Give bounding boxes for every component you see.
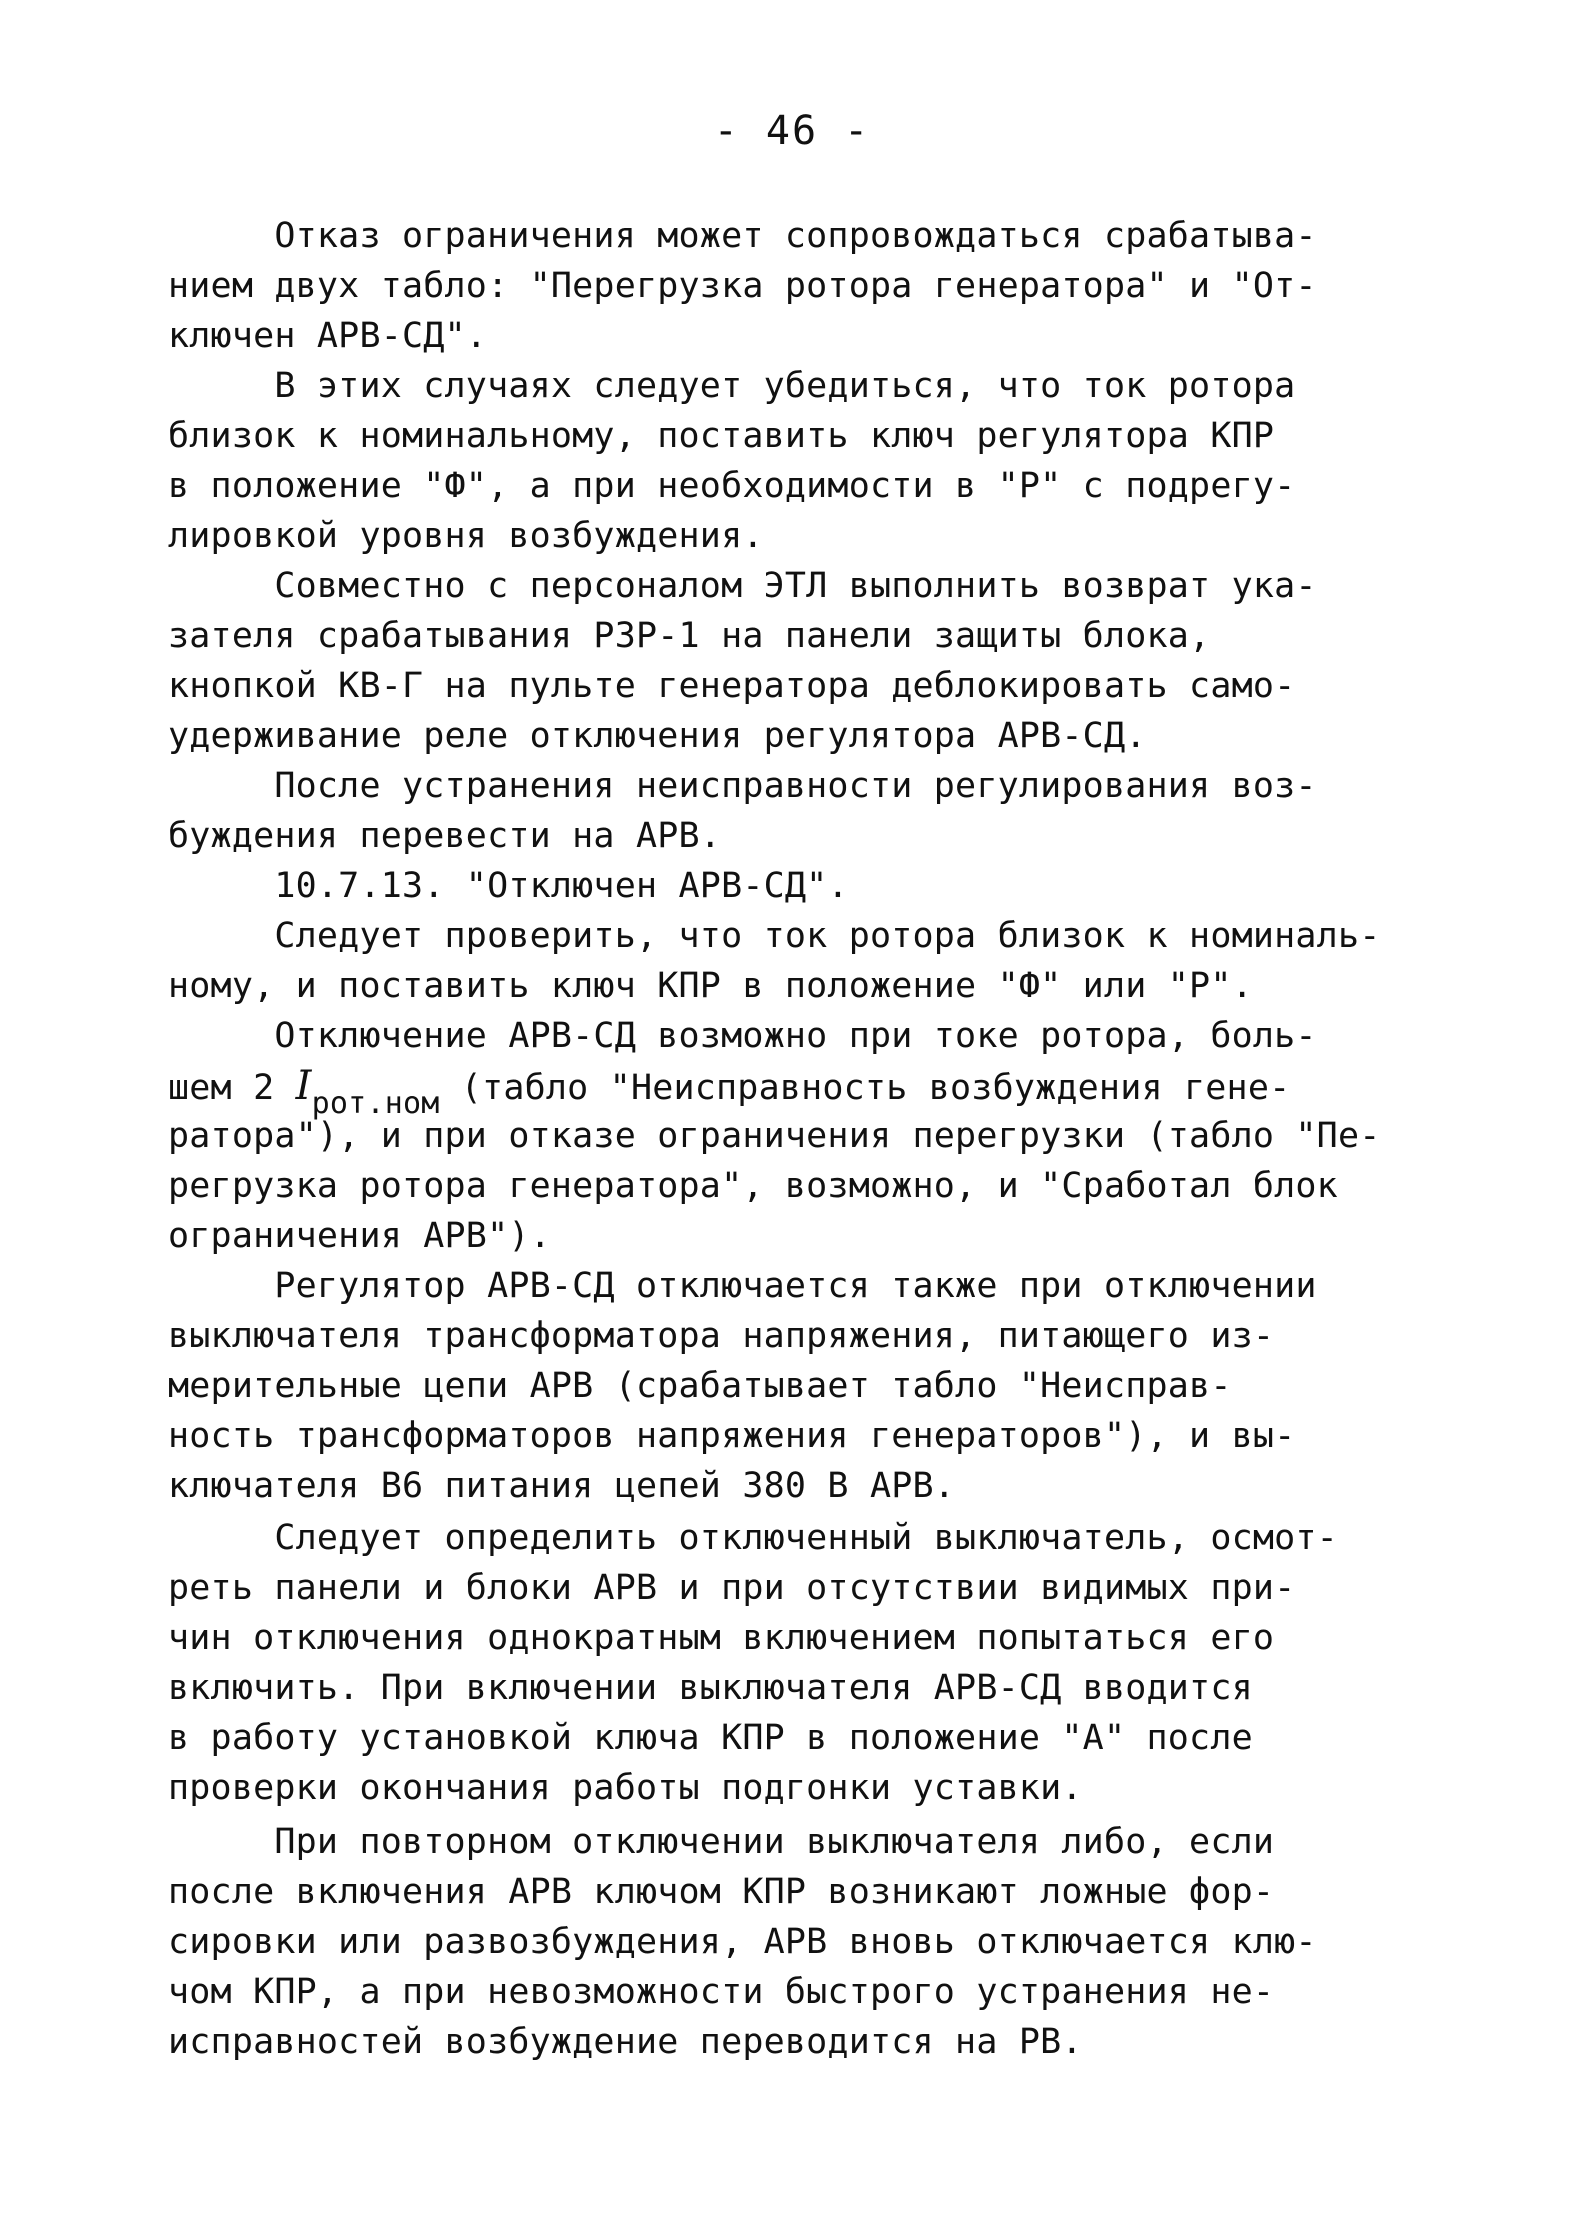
text-line: близок к номинальному, поставить ключ регулятора КПР: [168, 416, 1275, 456]
text-line: после включения АРВ ключом КПР возникают ложные фор-: [168, 1872, 1275, 1912]
section-heading: 10.7.13. "Отключен АРВ-СД".: [168, 866, 849, 906]
text-line: Совместно с персоналом ЭТЛ выполнить возврат ука-: [168, 566, 1317, 606]
text-line: При повторном отключении выключателя либо, если: [168, 1822, 1275, 1862]
text-line: регрузка ротора генератора", возможно, и "Сработал блок: [168, 1166, 1338, 1206]
text-line: проверки окончания работы подгонки уставки.: [168, 1768, 1083, 1808]
text-line: выключателя трансформатора напряжения, питающего из-: [168, 1316, 1275, 1356]
text-line: ограничения АРВ").: [168, 1216, 551, 1256]
formula-suffix: (табло "Неисправность возбуждения гене-: [439, 1068, 1291, 1108]
text-line: Следует проверить, что ток ротора близок к номиналь-: [168, 916, 1381, 956]
formula-prefix: шем 2: [168, 1068, 296, 1108]
text-line: включить. При включении выключателя АРВ-СД вводится: [168, 1668, 1253, 1708]
text-line: После устранения неисправности регулирования воз-: [168, 766, 1317, 806]
text-line: ратора"), и при отказе ограничения перегрузки (табло "Пе-: [168, 1116, 1381, 1156]
page-number: - 46 -: [713, 108, 871, 154]
text-line: Следует определить отключенный выключатель, осмот-: [168, 1518, 1338, 1558]
current-subscript: рот.ном: [311, 1086, 440, 1121]
current-symbol: I: [295, 1063, 312, 1109]
text-line: реть панели и блоки АРВ и при отсутствии видимых при-: [168, 1568, 1296, 1608]
text-line: в положение "Ф", а при необходимости в "Р" с подрегу-: [168, 466, 1296, 506]
text-line: ключен АРВ-СД".: [168, 316, 488, 356]
text-line: сировки или развозбуждения, АРВ вновь отключается клю-: [168, 1922, 1317, 1962]
text-line: удерживание реле отключения регулятора АРВ-СД.: [168, 716, 1147, 756]
text-line: чом КПР, а при невозможности быстрого устранения не-: [168, 1972, 1275, 2012]
text-line: нием двух табло: "Перегрузка ротора генератора" и "От-: [168, 266, 1317, 306]
text-line: кнопкой КВ-Г на пульте генератора деблокировать само-: [168, 666, 1296, 706]
text-line: ному, и поставить ключ КПР в положение "Ф" или "Р".: [168, 966, 1253, 1006]
formula-line: [168, 1062, 1291, 1121]
text-line: в работу установкой ключа КПР в положение "А" после: [168, 1718, 1253, 1758]
text-line: чин отключения однократным включением попытаться его: [168, 1618, 1275, 1658]
text-line: лировкой уровня возбуждения.: [168, 516, 764, 556]
text-line: буждения перевести на АРВ.: [168, 816, 722, 856]
text-line: исправностей возбуждение переводится на РВ.: [168, 2022, 1083, 2062]
text-line: ность трансформаторов напряжения генераторов"), и вы-: [168, 1416, 1296, 1456]
text-line: ключателя В6 питания цепей 380 В АРВ.: [168, 1466, 956, 1506]
text-line: мерительные цепи АРВ (срабатывает табло "Неисправ-: [168, 1366, 1232, 1406]
text-line: Отказ ограничения может сопровождаться срабатыва-: [168, 216, 1317, 256]
text-line: В этих случаях следует убедиться, что ток ротора: [168, 366, 1296, 406]
text-line: зателя срабатывания РЗР-1 на панели защиты блока,: [168, 616, 1211, 656]
text-line: Регулятор АРВ-СД отключается также при отключении: [168, 1266, 1317, 1306]
text-line: Отключение АРВ-СД возможно при токе ротора, боль-: [168, 1016, 1317, 1056]
